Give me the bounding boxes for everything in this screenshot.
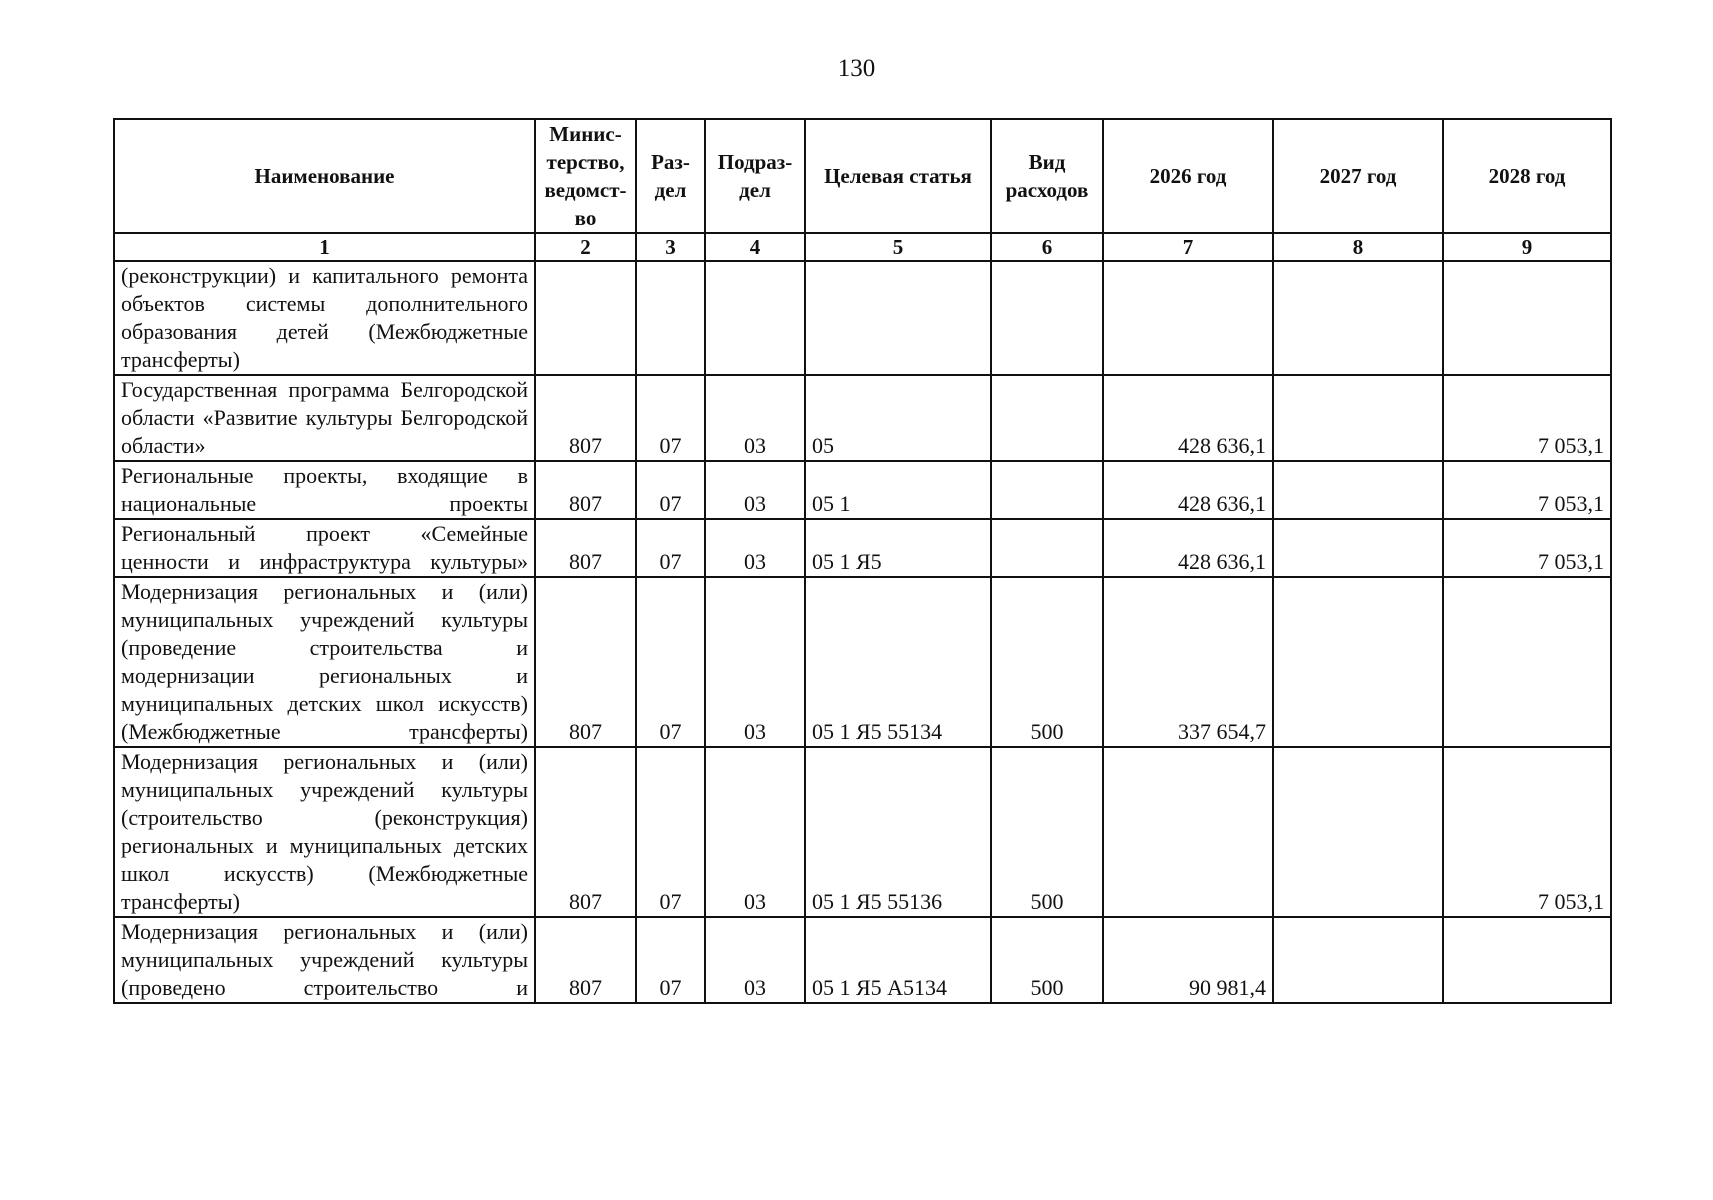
column-number: 9 (1443, 233, 1611, 261)
row-y2027 (1273, 747, 1443, 917)
row-y2028 (1443, 577, 1611, 747)
row-ministry: 807 (535, 461, 636, 519)
page-number: 130 (837, 55, 876, 82)
row-y2027 (1273, 519, 1443, 577)
budget-table (113, 118, 1612, 1004)
table-row (114, 261, 1611, 375)
header-year-2027: 2027 год (1273, 119, 1443, 233)
row-name: Государственная программа Белгородской области «Развитие культуры Белгородской области» (114, 375, 535, 461)
row-name: Модернизация региональных и (или) муниципальных учреждений культуры (проведение строительства и модернизации региональных и муниципальных детских школ искусств) (Межбюджетные трансферты) (114, 577, 535, 747)
row-y2026: 428 636,1 (1103, 519, 1273, 577)
row-target: 05 1 Я5 (805, 519, 991, 577)
row-y2026: 337 654,7 (1103, 577, 1273, 747)
row-expense-type: 500 (991, 747, 1103, 917)
row-name: Модернизация региональных и (или) муниципальных учреждений культуры (строительство (реконструкция) региональных и муниципальных детских школ искусств) (Межбюджетные трансферты) (114, 747, 535, 917)
row-subsection: 03 (705, 461, 805, 519)
row-target (805, 261, 991, 375)
row-expense-type: 500 (991, 577, 1103, 747)
row-name: Региональный проект «Семейные ценности и инфраструктура культуры» (114, 519, 535, 577)
column-number: 4 (705, 233, 805, 261)
row-ministry: 807 (535, 917, 636, 1003)
row-section: 07 (636, 917, 705, 1003)
column-number: 2 (535, 233, 636, 261)
header-row (114, 119, 1611, 233)
column-number-row (114, 233, 1611, 261)
row-y2027 (1273, 917, 1443, 1003)
column-number: 1 (114, 233, 535, 261)
row-y2026: 428 636,1 (1103, 461, 1273, 519)
row-subsection: 03 (705, 519, 805, 577)
row-section (636, 261, 705, 375)
header-section: Раз-дел (636, 119, 705, 233)
header-target: Целевая статья (805, 119, 991, 233)
row-y2026 (1103, 747, 1273, 917)
row-subsection: 03 (705, 747, 805, 917)
row-section: 07 (636, 375, 705, 461)
row-expense-type: 500 (991, 917, 1103, 1003)
row-target: 05 1 Я5 А5134 (805, 917, 991, 1003)
row-y2028: 7 053,1 (1443, 519, 1611, 577)
row-expense-type (991, 461, 1103, 519)
row-section: 07 (636, 519, 705, 577)
header-ministry: Минис-терство, ведомст-во (535, 119, 636, 233)
row-y2028: 7 053,1 (1443, 461, 1611, 519)
row-name: (реконструкции) и капитального ремонта объектов системы дополнительного образования детей (Межбюджетные трансферты) (114, 261, 535, 375)
table-row (114, 747, 1611, 917)
row-expense-type (991, 261, 1103, 375)
row-subsection: 03 (705, 917, 805, 1003)
column-number: 7 (1103, 233, 1273, 261)
row-y2027 (1273, 261, 1443, 375)
row-name: Модернизация региональных и (или) муниципальных учреждений культуры (проведено строительство и (114, 917, 535, 1003)
row-y2026: 90 981,4 (1103, 917, 1273, 1003)
row-section: 07 (636, 577, 705, 747)
row-expense-type (991, 375, 1103, 461)
row-ministry: 807 (535, 577, 636, 747)
row-target: 05 1 Я5 55136 (805, 747, 991, 917)
row-target: 05 (805, 375, 991, 461)
column-number: 6 (991, 233, 1103, 261)
row-subsection: 03 (705, 577, 805, 747)
header-subsection: Подраз-дел (705, 119, 805, 233)
table-row (114, 519, 1611, 577)
row-y2026 (1103, 261, 1273, 375)
row-subsection (705, 261, 805, 375)
row-ministry (535, 261, 636, 375)
row-name: Региональные проекты, входящие в национальные проекты (114, 461, 535, 519)
row-y2027 (1273, 461, 1443, 519)
row-y2027 (1273, 375, 1443, 461)
table-row (114, 375, 1611, 461)
table-row (114, 577, 1611, 747)
column-number: 8 (1273, 233, 1443, 261)
row-ministry: 807 (535, 375, 636, 461)
column-number: 3 (636, 233, 705, 261)
row-target: 05 1 (805, 461, 991, 519)
row-subsection: 03 (705, 375, 805, 461)
row-section: 07 (636, 461, 705, 519)
row-ministry: 807 (535, 519, 636, 577)
row-section: 07 (636, 747, 705, 917)
header-expense-type: Вид расходов (991, 119, 1103, 233)
row-y2026: 428 636,1 (1103, 375, 1273, 461)
table-row (114, 917, 1611, 1003)
row-y2028: 7 053,1 (1443, 747, 1611, 917)
row-y2028: 7 053,1 (1443, 375, 1611, 461)
header-name: Наименование (114, 119, 535, 233)
row-target: 05 1 Я5 55134 (805, 577, 991, 747)
header-year-2028: 2028 год (1443, 119, 1611, 233)
row-y2028 (1443, 917, 1611, 1003)
row-y2028 (1443, 261, 1611, 375)
row-expense-type (991, 519, 1103, 577)
table-row (114, 461, 1611, 519)
row-ministry: 807 (535, 747, 636, 917)
column-number: 5 (805, 233, 991, 261)
header-year-2026: 2026 год (1103, 119, 1273, 233)
row-y2027 (1273, 577, 1443, 747)
